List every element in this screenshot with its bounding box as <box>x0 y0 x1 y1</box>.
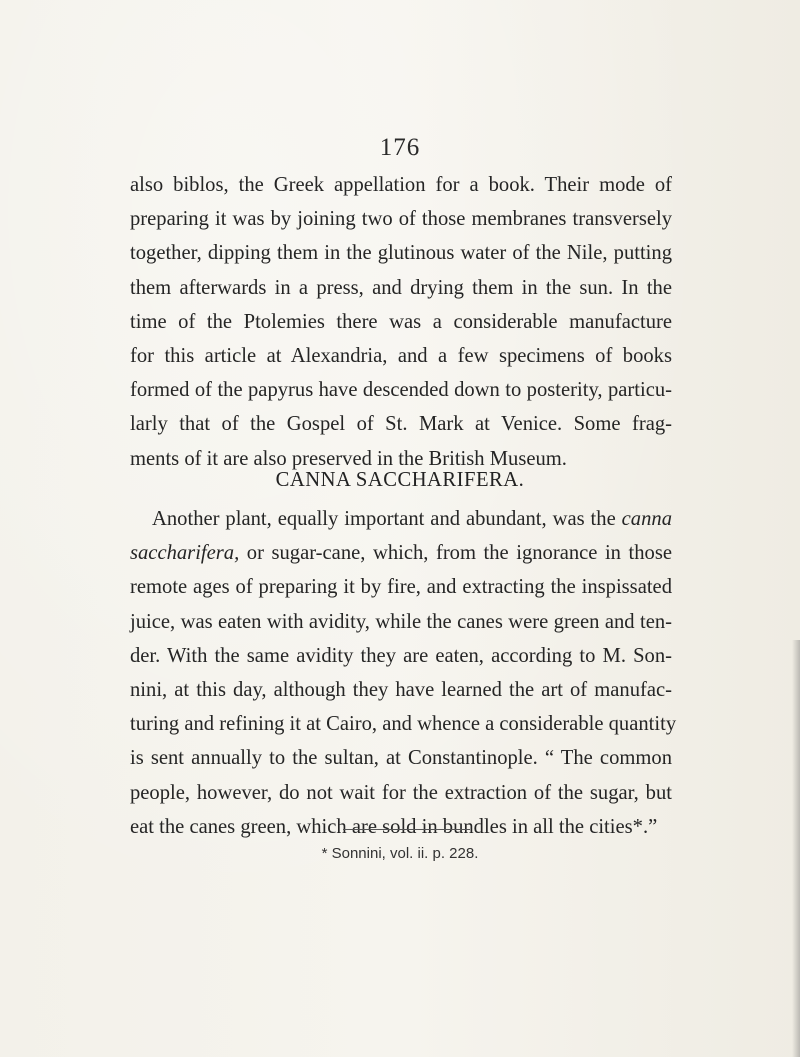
text-line: nini, at this day, although they have learned the art of manufac- <box>130 679 672 702</box>
text-line: together, dipping them in the glutinous water of the Nile, putting <box>130 242 672 265</box>
page-number: 176 <box>379 134 421 161</box>
footnote: * Sonnini, vol. ii. p. 228. <box>321 845 479 862</box>
text-line: der. With the same avidity they are eaten, according to M. Son- <box>130 644 672 667</box>
text-fragment: or sugar-cane, which, from the ignorance in those <box>239 542 672 565</box>
text-line <box>130 502 672 536</box>
italic-term: canna <box>621 508 672 530</box>
text-line: juice, was eaten with avidity, while the canes were green and ten- <box>130 610 672 633</box>
text-line: formed of the papyrus have descended down to posterity, particu- <box>130 379 672 402</box>
text-line: people, however, do not wait for the extraction of the sugar, but <box>130 781 672 804</box>
footnote-divider <box>343 829 470 830</box>
text-line: them afterwards in a press, and drying them in the sun. In the <box>130 276 672 299</box>
text-line: also biblos, the Greek appellation for a book. Their mode of <box>130 174 672 196</box>
text-line: remote ages of preparing it by fire, and extracting the inspissated <box>130 576 672 599</box>
text-line: ments of it are also preserved in the British Museum. <box>130 447 567 470</box>
text-line <box>130 536 672 570</box>
italic-term: saccharifera, <box>130 542 240 565</box>
section-heading: CANNA SACCHARIFERA. <box>275 469 525 491</box>
text-line: eat the canes green, which are sold in bundles in all the cities*.” <box>130 815 658 838</box>
text-line: turing and refining it at Cairo, and whence a considerable quantity <box>130 713 677 736</box>
text-line: for this article at Alexandria, and a few specimens of books <box>130 345 672 368</box>
text-line: larly that of the Gospel of St. Mark at Venice. Some frag- <box>130 413 672 436</box>
paragraph-papyrus <box>130 168 672 476</box>
paragraph-sugar-cane <box>130 502 677 844</box>
text-line: is sent annually to the sultan, at Constantinople. “ The common <box>130 747 672 770</box>
text-line: time of the Ptolemies there was a considerable manufacture <box>130 310 672 333</box>
text-fragment: Another plant, equally important and abundant, was the <box>152 508 622 530</box>
text-line: preparing it was by joining two of those membranes transversely <box>130 208 672 231</box>
